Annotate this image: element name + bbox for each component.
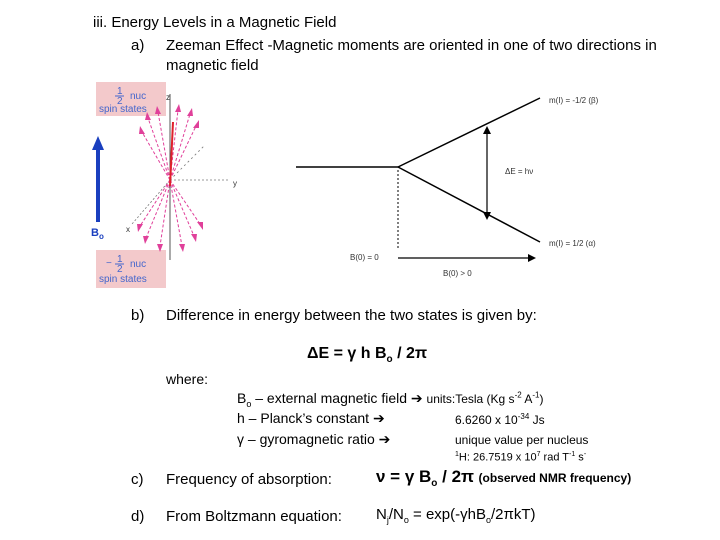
energy-lower-branch xyxy=(398,167,540,242)
b-positive-label: B(0) > 0 xyxy=(443,269,472,278)
proton-gyromagnetic-value: $^1$H: 26.7519 x $10^7$ rad $T^{-1}$ s- xyxy=(455,451,587,464)
item-c-label: c) xyxy=(131,471,144,488)
b-zero-label: B(0) = 0 xyxy=(350,253,379,262)
top-box-frac-num: 1 xyxy=(117,86,123,97)
item-b-label: b) xyxy=(131,307,145,324)
top-box-frac-den: 2 xyxy=(117,96,123,107)
bottom-box-frac-num: 1 xyxy=(117,254,123,265)
item-b-text: Difference in energy between the two states is given by: xyxy=(166,307,537,324)
item-d-text: From Boltzmann equation: xyxy=(166,508,342,525)
bottom-box-word1: nuc xyxy=(130,259,147,270)
m-bottom-label: m(I) = 1/2 (α) xyxy=(549,239,596,248)
section-heading: iii. Energy Levels in a Magnetic Field xyxy=(93,14,337,31)
where-row-b0: $B_o$ – external magnetic field ➔ units:Tesla (Kg $s^{-2}$ $A^{-1}$) xyxy=(237,390,544,409)
frequency-equation: ν = γ $B_o / 2\pi$ (observed NMR frequency) xyxy=(376,467,632,490)
where-label: where: xyxy=(166,371,209,387)
item-c-text: Frequency of absorption: xyxy=(166,471,332,488)
axis-y-label: y xyxy=(233,179,237,188)
item-a-line1: Zeeman Effect -Magnetic moments are oriented in one of two directions in xyxy=(166,37,657,54)
where-row-gamma-value: unique value per nucleus xyxy=(455,433,589,447)
delta-e-arrow-head-top xyxy=(483,126,491,134)
item-a-line2: magnetic field xyxy=(166,57,259,74)
b0-label: B xyxy=(91,227,99,239)
b0-label-sub: o xyxy=(99,232,104,241)
where-row-h: h – Planck’s constant ➔ xyxy=(237,410,385,426)
axis-z-label: z xyxy=(166,93,170,102)
diag-line xyxy=(170,145,205,180)
bottom-box-sign: − xyxy=(106,258,112,269)
m-top-label: m(I) = -1/2 (β) xyxy=(549,96,599,105)
axis-x-label: x xyxy=(126,225,130,234)
energy-upper-branch xyxy=(398,98,540,167)
field-increase-arrow-head xyxy=(528,254,536,262)
top-box-word2: spin states xyxy=(99,104,147,115)
top-box-word1: nuc xyxy=(130,91,147,102)
boltzmann-equation: $N_j/N_o = \exp(-\gamma hB_o/2\pi kT)$ xyxy=(376,506,536,525)
where-row-h-value: 6.6260 x $10^{-34}$ Js xyxy=(455,412,545,427)
delta-e-equation: ΔE = γ h $B_o / 2\pi$ xyxy=(307,345,428,366)
bottom-box-frac-den: 2 xyxy=(117,264,123,275)
where-row-gamma: γ – gyromagnetic ratio ➔ xyxy=(237,431,391,447)
item-a-label: a) xyxy=(131,37,145,54)
item-d-label: d) xyxy=(131,508,145,525)
b0-arrow-head xyxy=(92,136,104,150)
bottom-box-word2: spin states xyxy=(99,274,147,285)
delta-e-label: ΔE = hν xyxy=(505,167,534,176)
upper-spin-cone xyxy=(142,110,196,180)
